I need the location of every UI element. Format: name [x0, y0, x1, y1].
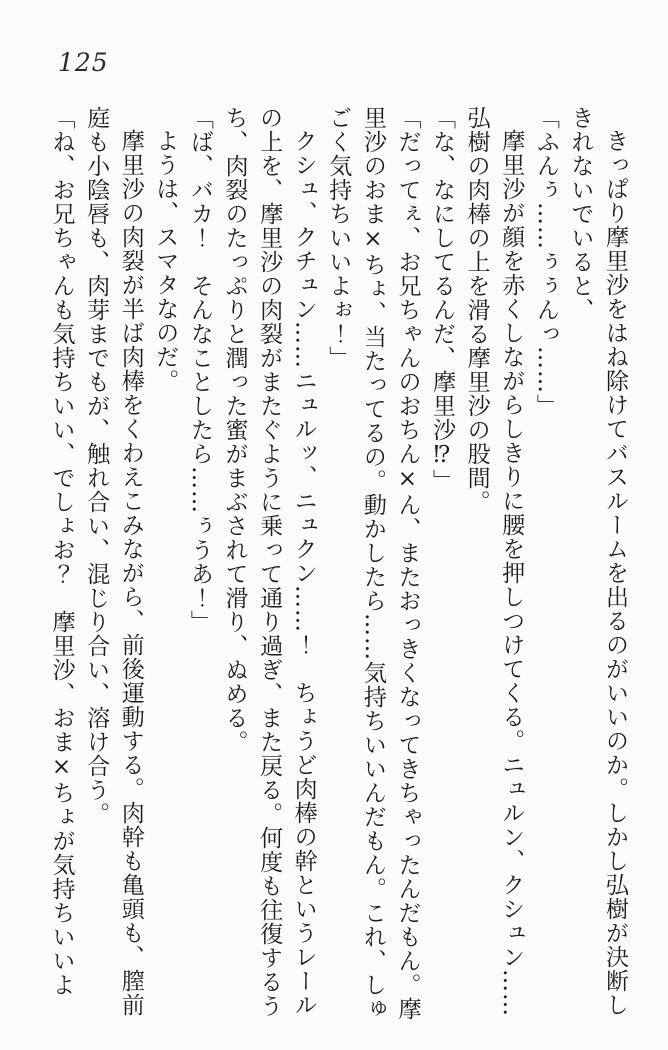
paragraph: 摩里沙の肉裂が半ば肉棒をくわえこみながら、前後運動する。肉幹も亀頭も、膣前庭も小陰唇も、肉芽までもが、触れ合い、混じり合い、溶け合う。 [83, 106, 144, 1017]
page-number: 125 [58, 48, 109, 77]
paragraph: クシュ、クチュン……ニュルッ、ニュクン……！ ちょうど肉棒の幹というレールの上を、摩里沙の肉裂がまたぐように乗って通り過ぎ、また戻る。何度も往復するうち、肉裂のたっぷりと潤った蜜がまぶされて滑り、ぬめる。 [221, 106, 317, 1018]
paragraph: ようは、スマタなのだ。 [152, 129, 179, 393]
paragraph: 「ね、お兄ちゃんも気持ちいい、でしょお？ 摩里沙、おま×ちょが気持ちいいよ [48, 106, 75, 997]
paragraph: 「ふんぅ……ぅぅんっ……」 [532, 106, 559, 418]
paragraph: きっぱり摩里沙をはね除けてバスルームを出るのがいいのか。しかし弘樹が決断しきれないでいると、 [567, 106, 628, 1017]
paragraph: 「な、なにしてるんだ、摩里沙⁉」 [429, 106, 456, 493]
paragraph: 「だってぇ、お兄ちゃんのおちん×ん、またおっきくなってきちゃったんだもん。摩里沙のおま×ちょ、当たってるの。動かしたら……気持ちいいんだもん。これ、しゅごく気持ちいいよぉ！」 [325, 106, 421, 1021]
text-block [44, 106, 632, 1022]
paragraph: 「ば、バカ！ そんなことしたら……ぅうあ！」 [186, 106, 213, 634]
paragraph: 摩里沙が顔を赤くしながらしきりに腰を押しつけてくる。ニュルン、クシュン……弘樹の肉棒の上を滑る摩里沙の股間。 [463, 106, 525, 1017]
